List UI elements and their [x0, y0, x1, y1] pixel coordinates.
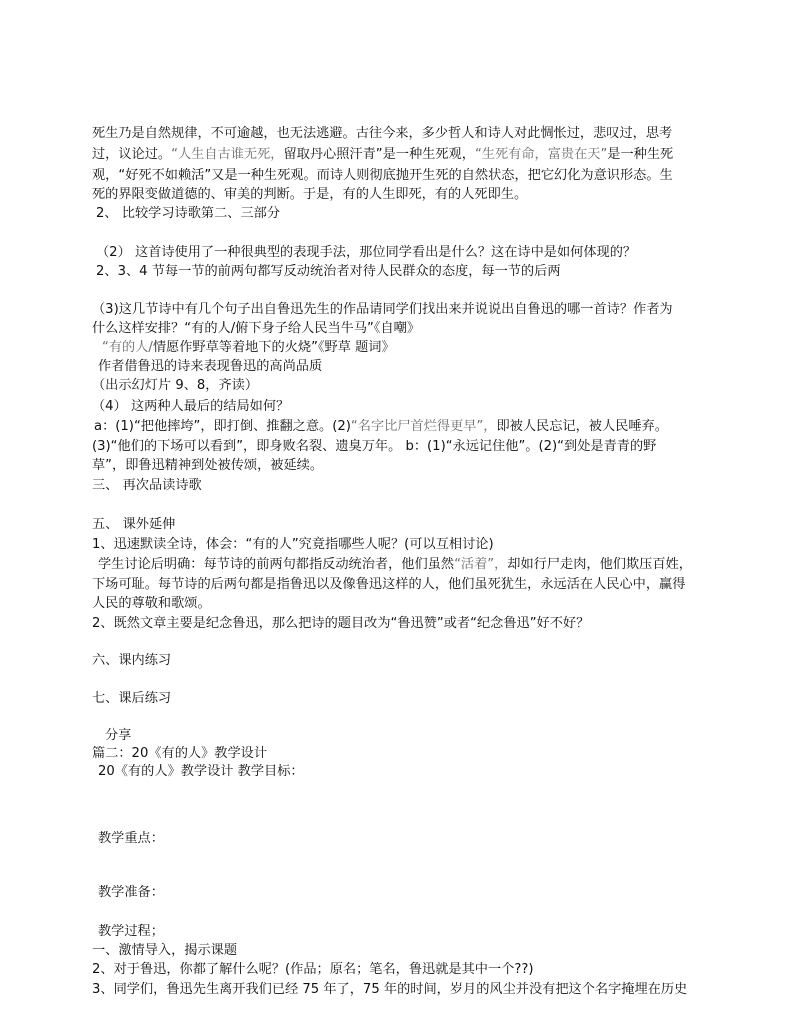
question-line: （2） 这首诗使用了一种很典型的表现手法，那位同学看出是什么？这在诗中是如何体现的？ — [96, 245, 637, 260]
paragraph-line: (3)“他们的下场可以看到”，即身败名裂、遗臭万年。 b：(1)“永远记住他”。(2)“到处是青青的野 — [92, 439, 657, 454]
section-label: 教学准备： — [98, 885, 164, 900]
paragraph-line: 作者借鲁迅的诗来表现鲁迅的高尚品质 — [98, 359, 323, 374]
section-label: 教学过程； — [98, 924, 164, 939]
paragraph-line: 3、同学们，鲁迅先生离开我们已经 75 年了，75 年的时间，岁月的风尘并没有把这个名字掩埋在历史 — [92, 982, 688, 997]
paragraph-line: 2、既然文章主要是纪念鲁迅，那么把诗的题目改为“鲁迅赞”或者“纪念鲁迅”好不好？ — [92, 616, 590, 631]
paragraph-line: 观，“好死不如赖活”又是一种生死观。而诗人则彻底抛开生死的自然状态，把它幻化为意识形态。生 — [92, 168, 673, 183]
paragraph-line: 死生乃是自然规律，不可逾越，也无法逃避。古往今来，多少哲人和诗人对此惆怅过，悲叹过，思考 — [92, 126, 673, 141]
text-run: 却如行尸走肉，他们欺压百姓， — [507, 557, 692, 572]
quote-run: “生死有命，富贵在天” — [474, 147, 608, 162]
paragraph-line: 人民的尊敬和歌颂。 — [92, 596, 211, 611]
paragraph-line: 什么这样安排？“有的人/俯下身子给人民当牛马”《自嘲》 — [92, 321, 421, 336]
text-run: 是一种生死 — [607, 147, 674, 162]
text-run: 学生讨论后明确：每节诗的前两句都指反动统治者，他们虽然 — [98, 557, 455, 572]
paragraph-line — [92, 145, 673, 164]
section-heading: 六、课内练习 — [92, 653, 172, 668]
paragraph-line: 2、3、4 节每一节的前两句都写反动统治者对待人民群众的态度，每一节的后两 — [96, 264, 561, 279]
section-heading: 三、 再次品读诗歌 — [92, 478, 202, 493]
paragraph-line — [94, 417, 668, 436]
paragraph-line: 2、对于鲁迅，你都了解什么呢？(作品；原名；笔名，鲁迅就是其中一个??) — [92, 962, 534, 977]
section-heading: 一、激情导入，揭示课题 — [92, 943, 238, 958]
text-run: 即被人民忘记，被人民唾弃。 — [496, 419, 668, 434]
section-label: 教学重点： — [98, 831, 164, 846]
share-label: 分享 — [105, 728, 132, 743]
paragraph-line: （出示幻灯片 9、8，齐读） — [92, 378, 259, 393]
text-run: 情愿作野草等着地下的火烧”《野草 题词》 — [152, 340, 395, 355]
section-heading: 五、 课外延伸 — [92, 517, 176, 532]
paragraph-line: 1、迅速默读全诗，体会：“有的人”究竟指哪些人呢？(可以互相讨论) — [92, 537, 494, 552]
question-line: （4） 这两种人最后的结局如何？ — [92, 399, 290, 414]
quote-run: “有的人/ — [102, 340, 153, 355]
paragraph-line: 下场可耻。每节诗的后两句都是指鲁迅以及像鲁迅这样的人，他们虽死犹生，永远活在人民心中，赢得 — [92, 577, 686, 592]
section-heading: 2、 比较学习诗歌第二、三部分 — [96, 206, 281, 221]
paragraph-line — [98, 555, 692, 574]
paragraph-line — [102, 338, 395, 357]
quote-run: “名字比尸首烂得更早”， — [350, 419, 497, 434]
question-line: （3)这几节诗中有几个句子出自鲁迅先生的作品请同学们找出来并说说出自鲁迅的哪一首诗？作者为 — [92, 302, 673, 317]
quote-run: “人生自古谁无死， — [171, 147, 284, 162]
section-heading: 七、课后练习 — [92, 691, 172, 706]
quote-run: “活着”， — [454, 557, 508, 572]
paragraph-line: 20《有的人》教学设计 教学目标： — [98, 764, 304, 779]
article-title: 篇二：20《有的人》教学设计 — [92, 746, 268, 761]
text-run: a：(1)“把他摔垮”，即打倒、推翻之意。(2) — [94, 419, 351, 434]
text-run: 留取丹心照汗青”是一种生死观， — [283, 147, 475, 162]
paragraph-line: 草”，即鲁迅精神到处被传颂，被延续。 — [92, 458, 324, 473]
paragraph-line: 死的界限变做道德的、审美的判断。于是，有的人生即死，有的人死即生。 — [92, 187, 528, 202]
text-run: 过，议论过。 — [92, 147, 172, 162]
